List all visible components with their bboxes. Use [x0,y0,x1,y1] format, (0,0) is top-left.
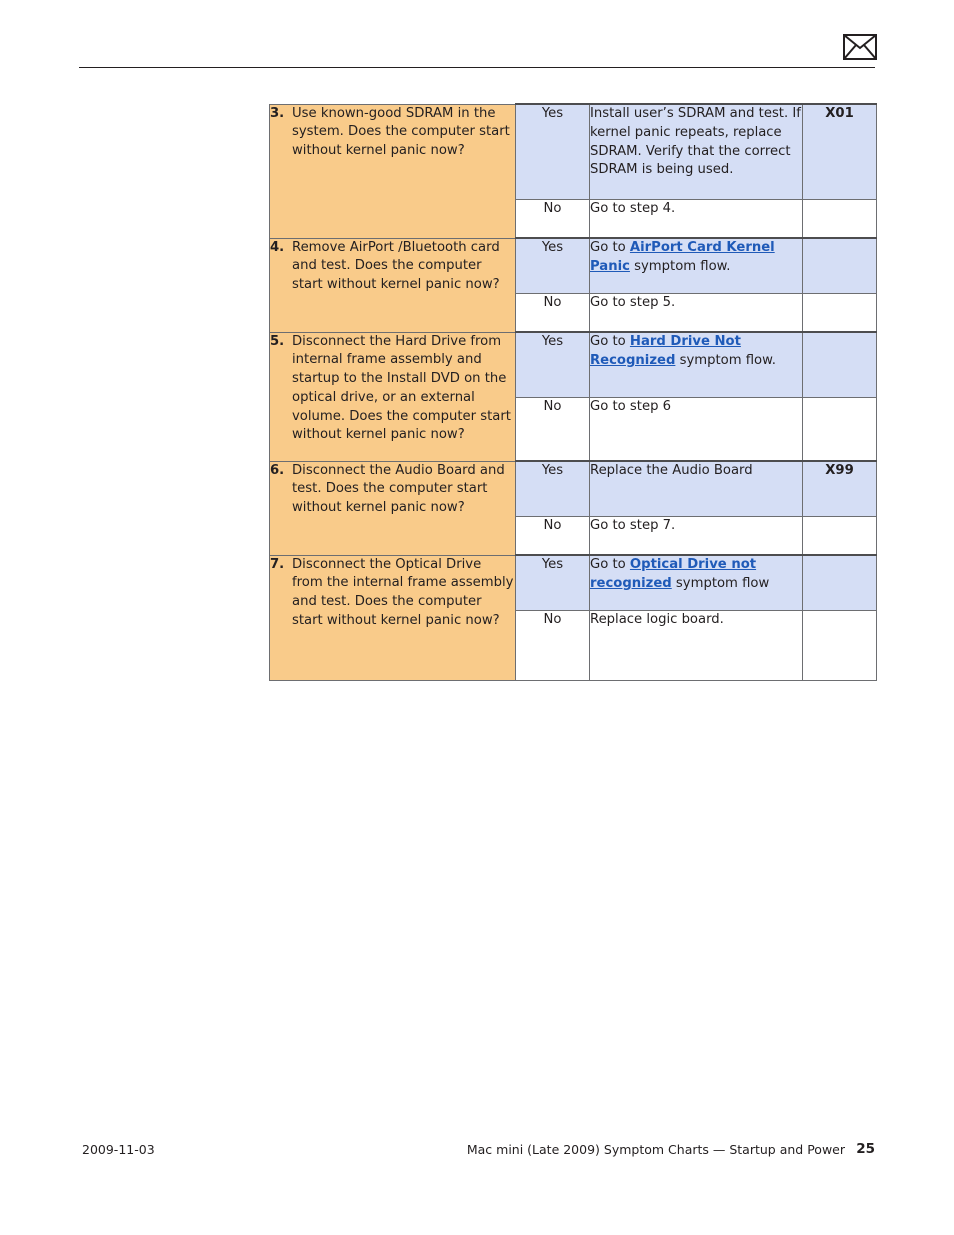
symptom-code: X01 [803,104,877,199]
action-text: Install user’s SDRAM and test. If kernel panic repeats, replace SDRAM. Verify that the correct SDRAM is being used. [590,106,801,178]
step-cell [270,555,516,680]
step-question: Disconnect the Audio Board and test. Does the computer start without kernel panic now? [292,462,505,516]
step-question: Disconnect the Hard Drive from internal frame assembly and startup to the Install DVD on the optical drive, or an external volume. Does the computer start without kernel panic now? [292,333,511,443]
answer-yes: Yes [516,555,590,610]
action-text: Replace logic board. [590,611,724,627]
answer-yes: Yes [516,461,590,516]
step-content [270,105,515,161]
step-question: Remove AirPort /Bluetooth card and test. Does the computer start without kernel panic now? [292,239,500,293]
symptom-code [803,332,877,397]
footer-title: Mac mini (Late 2009) Symptom Charts — Startup and Power [466,1142,845,1157]
action-text: Go to step 5. [590,294,676,310]
action-cell [590,332,803,397]
action-cell [590,461,803,516]
step-content [270,239,515,295]
step-cell [270,461,516,555]
action-cell [590,610,803,680]
action-text: symptom flow. [675,352,776,368]
action-cell [590,555,803,610]
footer-date: 2009-11-03 [82,1142,155,1157]
step-content [270,333,515,446]
action-text: Go to [590,334,630,349]
symptom-code [803,610,877,680]
symptom-chart-table [269,103,877,681]
step-content [270,462,515,518]
step-number: 5. [270,333,285,349]
action-cell [590,397,803,461]
action-text: Go to [590,557,630,572]
symptom-code [803,238,877,293]
action-cell [590,516,803,555]
table-row [270,461,877,516]
step-number: 4. [270,239,285,255]
answer-yes: Yes [516,104,590,199]
answer-no: No [516,199,590,238]
action-cell [590,199,803,238]
symptom-code [803,516,877,555]
header-divider [79,67,875,68]
table-row [270,555,877,610]
answer-no: No [516,610,590,680]
action-text: Go to step 6 [590,398,672,414]
step-number: 7. [270,556,285,572]
symptom-code: X99 [803,461,877,516]
action-text: symptom flow. [629,258,731,274]
step-question: Use known-good SDRAM in the system. Does the computer start without kernel panic now? [292,105,510,159]
step-cell [270,104,516,238]
action-text: Go to step 4. [590,200,676,216]
page-number: 25 [856,1141,875,1157]
answer-no: No [516,397,590,461]
answer-yes: Yes [516,332,590,397]
action-text: Go to [590,240,630,255]
symptom-code [803,555,877,610]
table-row [270,104,877,199]
action-text: symptom flow [671,575,770,591]
action-text: Replace the Audio Board [590,463,753,478]
symptom-code [803,293,877,332]
step-number: 6. [270,462,285,478]
answer-no: No [516,293,590,332]
step-number: 3. [270,105,285,121]
answer-no: No [516,516,590,555]
symptom-flow-link[interactable]: Optical Drive not recognized [590,557,757,591]
action-cell [590,104,803,199]
symptom-flow-link[interactable]: Hard Drive Not Recognized [590,334,741,368]
table-row [270,238,877,293]
table-row [270,332,877,397]
step-cell [270,332,516,461]
chart-body [270,104,877,680]
symptom-flow-link[interactable]: AirPort Card Kernel Panic [590,240,775,274]
action-cell [590,238,803,293]
action-text: Go to step 7. [590,517,676,533]
symptom-code [803,199,877,238]
answer-yes: Yes [516,238,590,293]
mail-envelope-icon[interactable] [843,34,877,60]
action-cell [590,293,803,332]
symptom-code [803,397,877,461]
step-cell [270,238,516,332]
step-content [270,556,515,631]
step-question: Disconnect the Optical Drive from the internal frame assembly and test. Does the computer start without kernel panic now? [292,556,514,628]
